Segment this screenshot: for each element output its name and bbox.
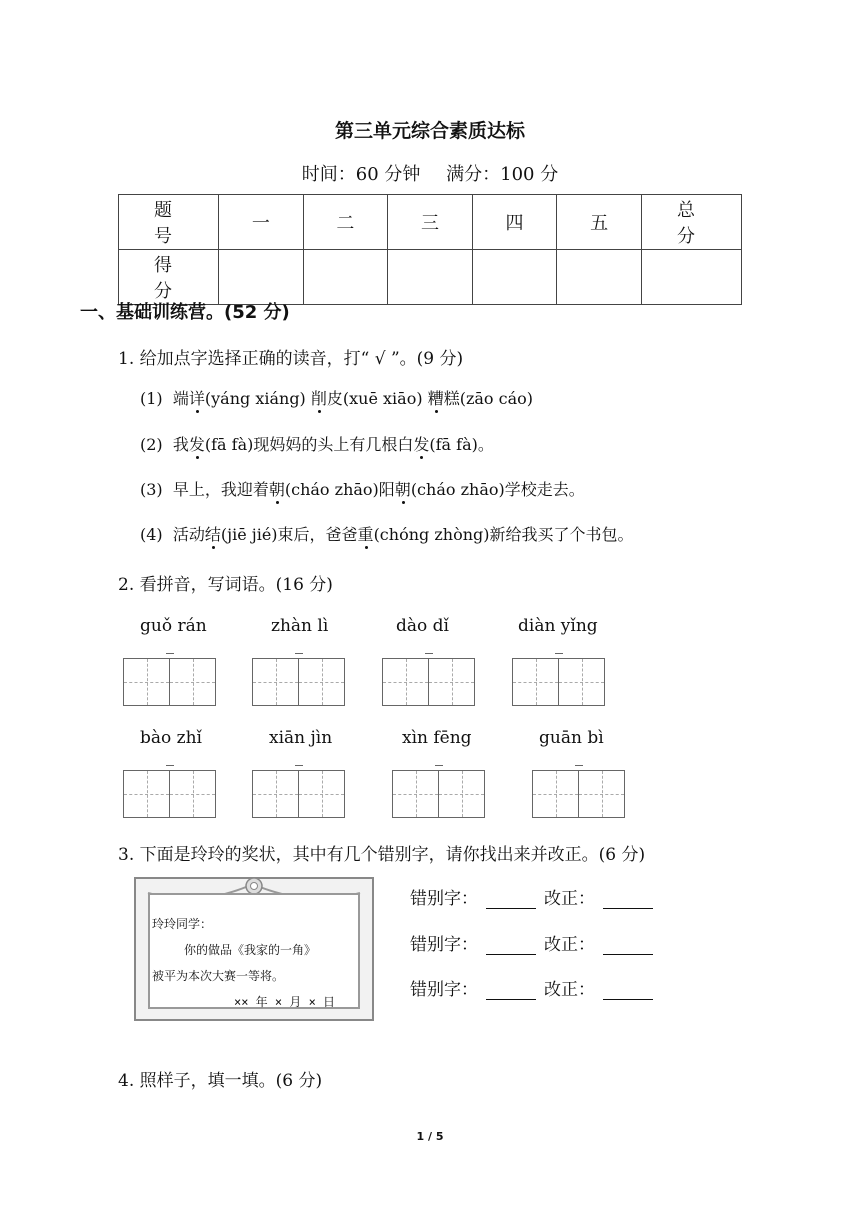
dotted-char: 重 [357, 525, 374, 544]
score-table-header-row [119, 195, 742, 250]
cert-date: ×× 年 × 月 × 日 [234, 995, 336, 1009]
tianzige-box[interactable] [532, 770, 625, 818]
dotted-char: 朝 [268, 480, 285, 499]
pinyin-label: xiān jìn [269, 728, 333, 748]
text[interactable]: (fā fà)。 [429, 435, 494, 454]
wrong-char-label: 错别字： [410, 889, 478, 909]
char-cell[interactable] [124, 659, 170, 705]
char-cell[interactable] [124, 771, 170, 817]
answer-blank[interactable] [486, 938, 536, 955]
text: 端 [172, 389, 189, 408]
tianzige-box[interactable] [512, 658, 605, 706]
pinyin-label: guān bì [539, 728, 604, 748]
tianzige-box[interactable] [392, 770, 485, 818]
answer-blank[interactable] [486, 983, 536, 1000]
score-cell: 五 [557, 195, 642, 250]
tianzige-box[interactable] [123, 658, 216, 706]
char-cell[interactable] [170, 771, 215, 817]
score-blank[interactable] [388, 250, 473, 305]
dotted-char: 详 [188, 389, 205, 408]
q1-item-1 [140, 386, 533, 409]
pinyin-label: dào dǐ [396, 616, 449, 636]
score-blank[interactable] [219, 250, 304, 305]
section-heading: 一、基础训练营。(52 分) [80, 302, 290, 323]
char-cell[interactable] [253, 771, 299, 817]
pinyin-label: bào zhǐ [140, 728, 202, 748]
char-cell[interactable] [299, 771, 344, 817]
dotted-char: 削 [310, 389, 327, 408]
text[interactable]: (fā fà)现妈妈的头上有几根白 [204, 435, 414, 454]
item-number: (4) [140, 525, 163, 544]
text: 活动 [172, 525, 205, 544]
char-cell[interactable] [299, 659, 344, 705]
question-4-stem: 4. 照样子，填一填。(6 分) [118, 1071, 323, 1091]
score-cell: 四 [472, 195, 557, 250]
char-cell[interactable] [429, 659, 474, 705]
page-number: 1 / 5 [416, 1130, 444, 1143]
char-cell[interactable] [253, 659, 299, 705]
answer-blank[interactable] [603, 938, 653, 955]
text[interactable]: 皮(xuē xiāo) [326, 389, 428, 408]
wrong-char-label: 错别字： [410, 980, 478, 1000]
fix-label: 改正： [544, 935, 595, 955]
page-title: 第三单元综合素质达标 [334, 120, 525, 142]
q1-item-2 [140, 432, 494, 455]
wrong-char-label: 错别字： [410, 935, 478, 955]
correction-row [410, 884, 661, 909]
tianzige-box[interactable] [123, 770, 216, 818]
dotted-char: 朝 [394, 480, 411, 499]
question-2-stem: 2. 看拼音，写词语。(16 分) [118, 575, 333, 595]
score-cell: 三 [388, 195, 473, 250]
text: 早上，我迎着 [172, 480, 269, 499]
text[interactable]: (yáng xiáng) [204, 389, 311, 408]
score-cell: 一 [219, 195, 304, 250]
text[interactable]: (cháo zhāo)学校走去。 [410, 480, 585, 499]
answer-blank[interactable] [603, 892, 653, 909]
score-cell: 得 分 [119, 250, 219, 305]
correction-row [410, 930, 661, 955]
dotted-char: 糟 [427, 389, 444, 408]
tianzige-box[interactable] [252, 658, 345, 706]
cert-line: 玲玲同学： [152, 917, 213, 931]
char-cell[interactable] [579, 771, 624, 817]
char-cell[interactable] [513, 659, 559, 705]
char-cell[interactable] [533, 771, 579, 817]
answer-blank[interactable] [486, 892, 536, 909]
char-cell[interactable] [393, 771, 439, 817]
full-score: 满分：100 分 [446, 164, 559, 185]
award-certificate [134, 877, 374, 1021]
dotted-char: 发 [413, 435, 430, 454]
certificate-body [148, 893, 360, 1009]
char-cell[interactable] [559, 659, 604, 705]
pinyin-label: guǒ rán [140, 616, 207, 636]
score-cell: 总 分 [641, 195, 741, 250]
answer-blank[interactable] [603, 983, 653, 1000]
score-blank[interactable] [303, 250, 388, 305]
time-limit: 时间：60 分钟 [301, 164, 421, 185]
score-cell: 题 号 [119, 195, 219, 250]
item-number: (3) [140, 480, 163, 499]
dotted-char: 发 [188, 435, 205, 454]
score-blank[interactable] [641, 250, 741, 305]
tianzige-box[interactable] [252, 770, 345, 818]
text[interactable]: (cháo zhāo)阳 [284, 480, 395, 499]
fix-label: 改正： [544, 980, 595, 1000]
cert-line: 被平为本次大赛一等将。 [152, 969, 285, 983]
q1-item-3 [140, 477, 585, 500]
char-cell[interactable] [170, 659, 215, 705]
score-blank[interactable] [557, 250, 642, 305]
text[interactable]: (chóng zhòng)新给我买了个书包。 [373, 525, 634, 544]
text: 我 [172, 435, 189, 454]
exam-info [0, 160, 860, 186]
item-number: (2) [140, 435, 163, 454]
question-1-stem: 1. 给加点字选择正确的读音，打“ √ ”。(9 分) [118, 349, 464, 369]
correction-row [410, 975, 661, 1000]
score-cell: 二 [303, 195, 388, 250]
char-cell[interactable] [439, 771, 484, 817]
char-cell[interactable] [383, 659, 429, 705]
pinyin-label: diàn yǐng [518, 616, 598, 636]
tianzige-box[interactable] [382, 658, 475, 706]
text[interactable]: 糕(zāo cáo) [443, 389, 534, 408]
score-table-score-row [119, 250, 742, 305]
pinyin-label: xìn fēng [402, 728, 472, 748]
score-table [118, 194, 742, 305]
question-3-stem: 3. 下面是玲玲的奖状，其中有几个错别字，请你找出来并改正。(6 分) [118, 845, 646, 865]
score-blank[interactable] [472, 250, 557, 305]
item-number: (1) [140, 389, 163, 408]
text[interactable]: (jiē jié)束后，爸爸 [220, 525, 358, 544]
pinyin-label: zhàn lì [271, 616, 329, 636]
cert-line: 你的做品《我家的一角》 [184, 943, 317, 957]
q1-item-4 [140, 522, 634, 545]
fix-label: 改正： [544, 889, 595, 909]
dotted-char: 结 [204, 525, 221, 544]
